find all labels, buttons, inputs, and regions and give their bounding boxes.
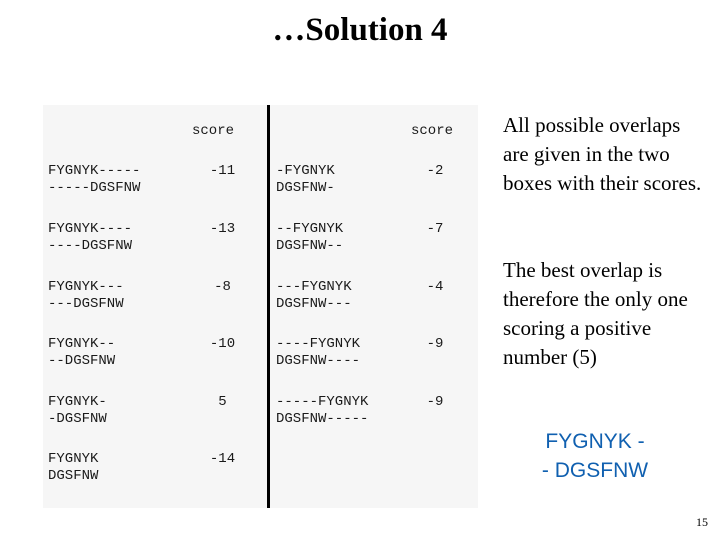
seq-line: DGSFNW---- [276,353,361,369]
left-row-1-seq [48,163,140,197]
answer-line: - DGSFNW [541,459,649,482]
slide-title: …Solution 4 [272,12,448,48]
left-row-6-score: -14 [209,451,236,467]
left-row-2-seq [48,221,132,255]
right-row-3-score: -4 [426,279,444,295]
right-row-2-score: -7 [426,221,444,237]
left-row-4-score: -10 [209,336,236,352]
explanation-text-1: All possible overlaps are given in the two boxes with their scores. [503,113,702,195]
right-row-1-score: -2 [426,163,444,179]
seq-line: --FYGNYK [276,221,344,237]
left-row-2-score: -13 [209,221,236,237]
seq-line: FYGNYK----- [48,163,141,179]
right-row-3-seq [276,279,352,313]
left-row-4-seq [48,336,115,370]
seq-line: DGSFNW [48,468,99,484]
seq-line: DGSFNW-- [276,238,344,254]
explanation-text-2: The best overlap is therefore the only one scoring a positive number (5) [503,258,688,369]
left-row-3-seq [48,279,124,313]
best-overlap-answer [520,427,670,485]
seq-line: FYGNYK-- [48,336,116,352]
score-header-right: score [411,123,454,139]
right-row-4-seq [276,336,360,370]
answer-line: FYGNYK - [545,430,645,453]
table-divider [267,105,270,508]
seq-line: -----DGSFNW [48,180,141,196]
seq-line: FYGNYK--- [48,279,124,295]
seq-line: DGSFNW----- [276,411,369,427]
seq-line: ---DGSFNW [48,296,124,312]
seq-line: -----FYGNYK [276,394,369,410]
seq-line: DGSFNW--- [276,296,352,312]
page-number: 15 [696,515,708,529]
score-header-left: score [192,123,235,139]
seq-line: --DGSFNW [48,353,116,369]
seq-line: ----DGSFNW [48,238,133,254]
right-row-4-score: -9 [426,336,444,352]
seq-line: FYGNYK---- [48,221,133,237]
right-row-2-seq [276,221,343,255]
left-row-3-score: -8 [214,279,231,295]
seq-line: FYGNYK [48,451,99,467]
left-row-1-score: -11 [209,163,236,179]
seq-line: ---FYGNYK [276,279,352,295]
right-row-5-seq [276,394,368,428]
left-row-5-seq [48,394,107,428]
right-row-1-seq [276,163,335,197]
seq-line: FYGNYK- [48,394,107,410]
left-row-5-score: 5 [218,394,227,410]
seq-line: -FYGNYK [276,163,335,179]
seq-line: DGSFNW- [276,180,335,196]
seq-line: -DGSFNW [48,411,107,427]
right-row-5-score: -9 [426,394,444,410]
seq-line: ----FYGNYK [276,336,361,352]
left-row-6-seq [48,451,98,485]
